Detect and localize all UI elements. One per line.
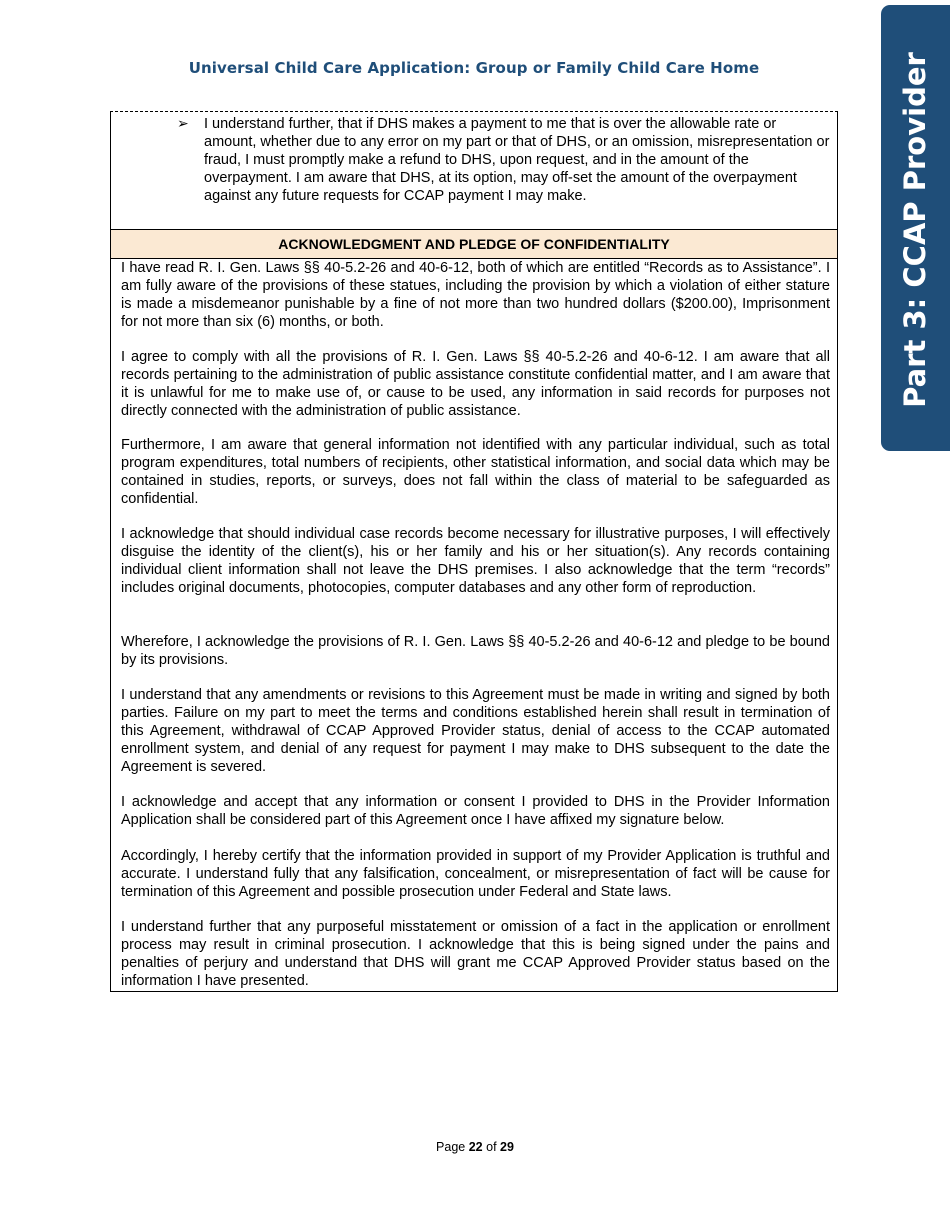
paragraph-provider-information: I acknowledge and accept that any information or consent I provided to DHS in the Provider Information Application shall be considered part of this Agreement once I have affixed my signature below. bbox=[121, 794, 830, 828]
current-page: 22 bbox=[468, 1140, 483, 1154]
section-heading: ACKNOWLEDGMENT AND PLEDGE OF CONFIDENTIALITY bbox=[110, 229, 838, 259]
page-number bbox=[0, 1140, 950, 1154]
paragraph-amendments: I understand that any amendments or revisions to this Agreement must be made in writing and signed by both parties. Failure on my part to meet the terms and conditions established herein shall result in termination of this Agreement, withdrawal of CCAP Approved Provider status, denial of access to the CCAP automated enrollment system, and denial of any request for payment I may make to DHS subsequent to the date the Agreement is severed. bbox=[121, 687, 830, 775]
paragraph-misstatement: I understand further that any purposeful misstatement or omission of a fact in the application or enrollment process may result in criminal prosecution. I acknowledge that this is being signed under the pains and penalties of perjury and understand that DHS will grant me CCAP Approved Provider status based on the information I have presented. bbox=[121, 919, 830, 989]
bullet-text: I understand further, that if DHS makes a payment to me that is over the allowable rate or amount, whether due to any error on my part or that of DHS, or an omission, misrepresentation or fraud, I must promptly make a refund to DHS, upon request, and in the amount of the overpayment. I am aware that DHS, at its option, may off-set the amount of the overpayment against any future requests for CCAP payment I may make. bbox=[204, 116, 830, 204]
paragraph-wherefore: Wherefore, I acknowledge the provisions of R. I. Gen. Laws §§ 40-5.2-26 and 40-6-12 and pledge to be bound by its provisions. bbox=[121, 634, 830, 668]
of-word: of bbox=[486, 1140, 497, 1154]
document-title: Universal Child Care Application: Group or Family Child Care Home bbox=[188, 59, 760, 77]
paragraph-certification: Accordingly, I hereby certify that the information provided in support of my Provider Application is truthful and accurate. I understand fully that any falsification, concealment, or misrepresentation of fact will be cause for termination of this Agreement and possible prosecution under Federal and State laws. bbox=[121, 848, 830, 900]
total-pages: 29 bbox=[500, 1140, 514, 1154]
overpayment-clause-box bbox=[110, 111, 838, 230]
paragraph-case-records: I acknowledge that should individual case records become necessary for illustrative purposes, I will effectively disguise the identity of the client(s), his or her family and his or her situation(s). Any records containing individual client information shall not leave the DHS premises. I also acknowledge that the term “records” includes original documents, photocopies, computer databases and any other form of reproduction. bbox=[121, 526, 830, 596]
page-word: Page bbox=[436, 1140, 466, 1154]
paragraph-records-law: I have read R. I. Gen. Laws §§ 40-5.2-26 and 40-6-12, both of which are entitled “Records as to Assistance”. I am fully aware of the provisions of these statues, including the provision by which a violation of either stature is made a misdemeanor punishable by a fine of not more than two hundred dollars ($200.00), Imprisonment for not more than six (6) months, or both. bbox=[121, 260, 830, 330]
paragraph-comply: I agree to comply with all the provisions of R. I. Gen. Laws §§ 40-5.2-26 and 40-6-12. I am aware that all records pertaining to the administration of public assistance constitute confidential matter, and I am aware that it is unlawful for me to make use of, or cause to be used, any information in said records for purposes not directly connected with the administration of public assistance. bbox=[121, 349, 830, 419]
part-side-tab bbox=[881, 5, 950, 451]
confidentiality-text-box bbox=[110, 258, 838, 992]
arrow-bullet-icon: ➢ bbox=[177, 115, 189, 131]
side-tab-label: Part 3: CCAP Provider bbox=[898, 52, 932, 408]
paragraph-general-information: Furthermore, I am aware that general information not identified with any particular individual, such as total program expenditures, total numbers of recipients, other statistical information, and social data which may be contained in studies, reports, or surveys, does not fall within the class of material to be safeguarded as confidential. bbox=[121, 437, 830, 507]
bullet-item bbox=[177, 115, 831, 205]
